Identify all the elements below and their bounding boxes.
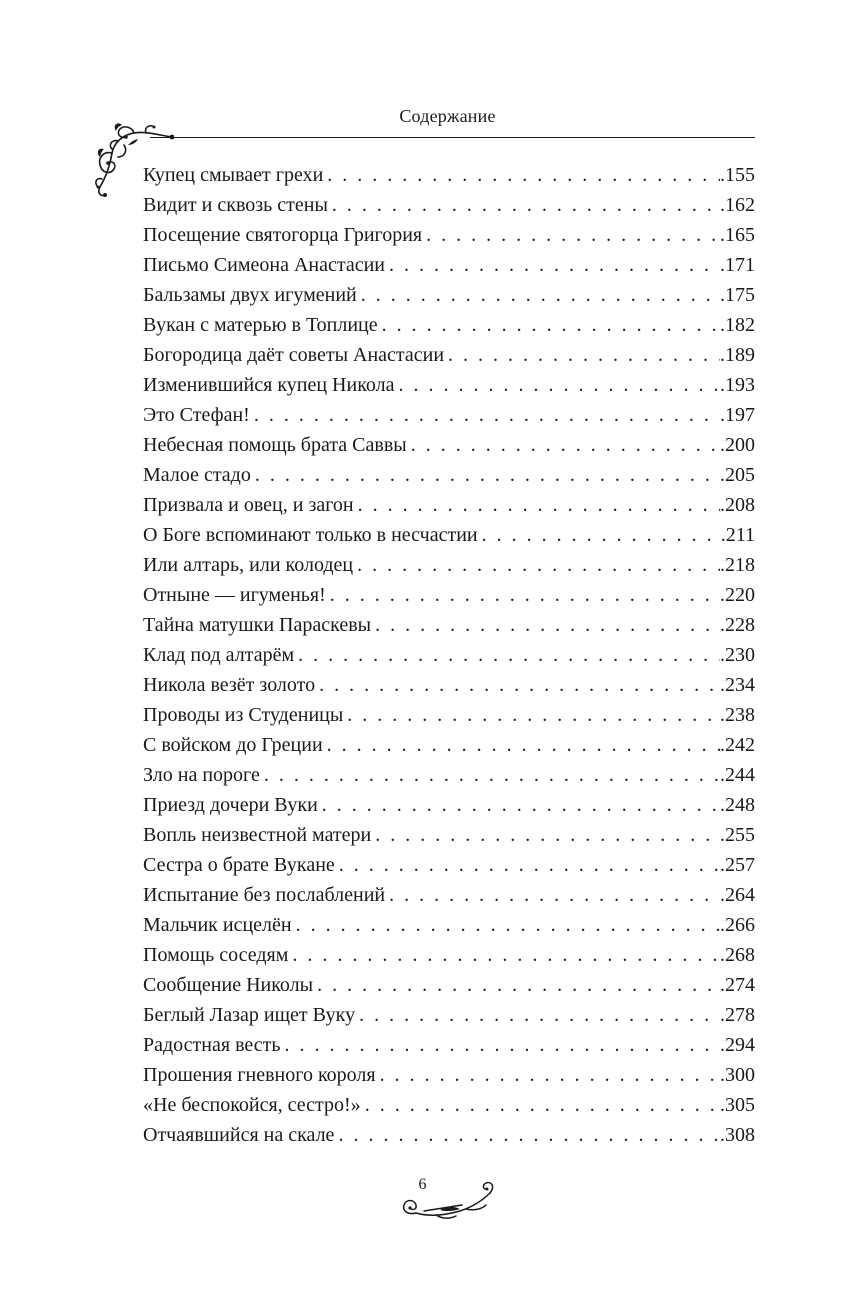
toc-entry <box>143 340 755 370</box>
toc-entry-title: Сестра о брате Вукане <box>143 854 335 876</box>
toc-entry-page: . 230 <box>720 640 755 670</box>
toc-entry-title: Испытание без послаблений <box>143 884 386 906</box>
toc-entry-title: Бальзамы двух игумений <box>143 284 357 306</box>
toc-entry-page: . 305 <box>720 1090 755 1120</box>
toc-entry-page: . 211 <box>721 520 755 550</box>
toc-entry-title: Или алтарь, или колодец <box>143 554 354 576</box>
toc-entry <box>143 910 755 940</box>
toc-dot-leader <box>355 1000 720 1030</box>
toc-entry-page: . 264 <box>720 880 755 910</box>
toc-dot-leader <box>260 760 720 790</box>
toc-entry <box>143 670 755 700</box>
toc-entry-page: . 300 <box>720 1060 755 1090</box>
toc-entry-page: . 208 <box>720 490 755 520</box>
toc-dot-leader <box>376 1060 720 1090</box>
toc-entry-page: . 182 <box>720 310 755 340</box>
toc-entry-page: . 257 <box>720 850 755 880</box>
toc-entry-title: Помощь соседям <box>143 944 289 966</box>
toc-dot-leader <box>281 1030 720 1060</box>
toc-entry-title: Отныне — игуменья! <box>143 584 326 606</box>
toc-entry-title: Призвала и овец, и загон <box>143 494 354 516</box>
toc-dot-leader <box>292 910 720 940</box>
toc-entry-title: Посещение святогорца Григория <box>143 224 423 246</box>
toc-entry-page: . 228 <box>720 610 755 640</box>
toc-dot-leader <box>394 370 720 400</box>
table-of-contents <box>143 160 755 1150</box>
toc-entry-title: Приезд дочери Вуки <box>143 794 318 816</box>
toc-dot-leader <box>294 640 720 670</box>
toc-entry-page: . 294 <box>720 1030 755 1060</box>
toc-dot-leader <box>251 460 720 490</box>
toc-dot-leader <box>334 1120 720 1150</box>
toc-entry-title: Радостная весть <box>143 1034 281 1056</box>
toc-entry <box>143 550 755 580</box>
toc-entry-page: . 193 <box>720 370 755 400</box>
toc-entry <box>143 220 755 250</box>
toc-entry-page: . 165 <box>720 220 755 250</box>
toc-entry <box>143 160 755 190</box>
toc-entry-title: О Боге вспоминают только в несчастии <box>143 524 478 546</box>
toc-entry <box>143 250 755 280</box>
toc-dot-leader <box>335 850 720 880</box>
toc-entry <box>143 730 755 760</box>
toc-dot-leader <box>371 610 720 640</box>
toc-entry-title: Беглый Лазар ищет Вуку <box>143 1004 356 1026</box>
toc-entry-page: . 155 <box>720 160 755 190</box>
toc-entry-page: . 197 <box>720 400 755 430</box>
toc-entry-title: Изменившийся купец Никола <box>143 374 395 396</box>
toc-entry <box>143 610 755 640</box>
toc-entry-page: . 200 <box>720 430 755 460</box>
toc-dot-leader <box>328 190 720 220</box>
toc-entry-page: . 220 <box>720 580 755 610</box>
toc-entry-title: Зло на пороге <box>143 764 260 786</box>
toc-entry <box>143 460 755 490</box>
toc-entry-title: Письмо Симеона Анастасии <box>143 254 386 276</box>
toc-entry <box>143 880 755 910</box>
toc-entry-title: Это Стефан! <box>143 404 250 426</box>
toc-dot-leader <box>323 160 720 190</box>
toc-entry <box>143 850 755 880</box>
toc-entry <box>143 370 755 400</box>
toc-entry <box>143 1090 755 1120</box>
toc-dot-leader <box>478 520 721 550</box>
toc-entry-title: «Не беспокойся, сестро!» <box>143 1094 361 1116</box>
toc-entry <box>143 280 755 310</box>
toc-entry <box>143 400 755 430</box>
toc-entry <box>143 310 755 340</box>
toc-entry-page: . 274 <box>720 970 755 1000</box>
toc-entry <box>143 430 755 460</box>
toc-entry-page: . 189 <box>720 340 755 370</box>
page-number: 6 <box>418 1176 427 1193</box>
toc-entry <box>143 1120 755 1150</box>
toc-entry <box>143 640 755 670</box>
toc-entry-page: . 238 <box>720 700 755 730</box>
toc-entry-title: Вопль неизвестной матери <box>143 824 372 846</box>
toc-entry-page: . 234 <box>720 670 755 700</box>
toc-entry <box>143 760 755 790</box>
toc-entry-page: . 278 <box>720 1000 755 1030</box>
toc-entry-title: С войском до Греции <box>143 734 323 756</box>
toc-dot-leader <box>315 670 720 700</box>
toc-entry-page: . 266 <box>720 910 755 940</box>
toc-entry-page: . 218 <box>720 550 755 580</box>
toc-entry-title: Вукан с матерью в Топлице <box>143 314 378 336</box>
toc-dot-leader <box>354 490 720 520</box>
toc-entry <box>143 1030 755 1060</box>
header-rule <box>150 137 755 138</box>
toc-entry <box>143 520 755 550</box>
toc-dot-leader <box>318 790 720 820</box>
toc-entry-title: Купец смывает грехи <box>143 164 324 186</box>
toc-entry-page: . 255 <box>720 820 755 850</box>
toc-entry-title: Прошения гневного короля <box>143 1064 376 1086</box>
running-title: Содержание <box>399 106 496 126</box>
toc-dot-leader <box>444 340 720 370</box>
toc-dot-leader <box>353 550 720 580</box>
toc-dot-leader <box>407 430 720 460</box>
toc-entry-title: Сообщение Николы <box>143 974 314 996</box>
toc-entry <box>143 580 755 610</box>
toc-entry <box>143 1060 755 1090</box>
toc-entry-page: . 175 <box>720 280 755 310</box>
toc-dot-leader <box>313 970 720 1000</box>
toc-dot-leader <box>422 220 720 250</box>
toc-entry-title: Тайна матушки Параскевы <box>143 614 372 636</box>
toc-entry <box>143 970 755 1000</box>
toc-entry <box>143 820 755 850</box>
toc-entry-title: Никола везёт золото <box>143 674 316 696</box>
toc-dot-leader <box>323 730 720 760</box>
toc-entry <box>143 1000 755 1030</box>
toc-entry-page: . 205 <box>720 460 755 490</box>
toc-entry <box>143 190 755 220</box>
toc-entry-page: . 244 <box>720 760 755 790</box>
toc-dot-leader <box>357 280 720 310</box>
toc-dot-leader <box>371 820 720 850</box>
toc-entry <box>143 700 755 730</box>
toc-entry-page: . 268 <box>720 940 755 970</box>
toc-entry <box>143 940 755 970</box>
toc-entry-page: . 171 <box>720 250 755 280</box>
toc-entry-title: Небесная помощь брата Саввы <box>143 434 407 456</box>
toc-entry-page: . 248 <box>720 790 755 820</box>
toc-dot-leader <box>250 400 720 430</box>
toc-dot-leader <box>288 940 720 970</box>
toc-entry-title: Отчаявшийся на скале <box>143 1124 335 1146</box>
toc-entry-page: . 242 <box>720 730 755 760</box>
toc-entry <box>143 490 755 520</box>
toc-entry <box>143 790 755 820</box>
toc-entry-title: Богородица даёт советы Анастасии <box>143 344 445 366</box>
toc-dot-leader <box>326 580 720 610</box>
toc-dot-leader <box>378 310 720 340</box>
toc-entry-title: Малое стадо <box>143 464 251 486</box>
toc-dot-leader <box>361 1090 720 1120</box>
toc-dot-leader <box>385 880 720 910</box>
toc-entry-title: Мальчик исцелён <box>143 914 292 936</box>
toc-dot-leader <box>343 700 720 730</box>
toc-entry-title: Видит и сквозь стены <box>143 194 328 216</box>
toc-entry-page: . 162 <box>720 190 755 220</box>
toc-entry-title: Клад под алтарём <box>143 644 295 666</box>
toc-entry-title: Проводы из Студеницы <box>143 704 344 726</box>
toc-dot-leader <box>385 250 720 280</box>
toc-entry-page: . 308 <box>720 1120 755 1150</box>
